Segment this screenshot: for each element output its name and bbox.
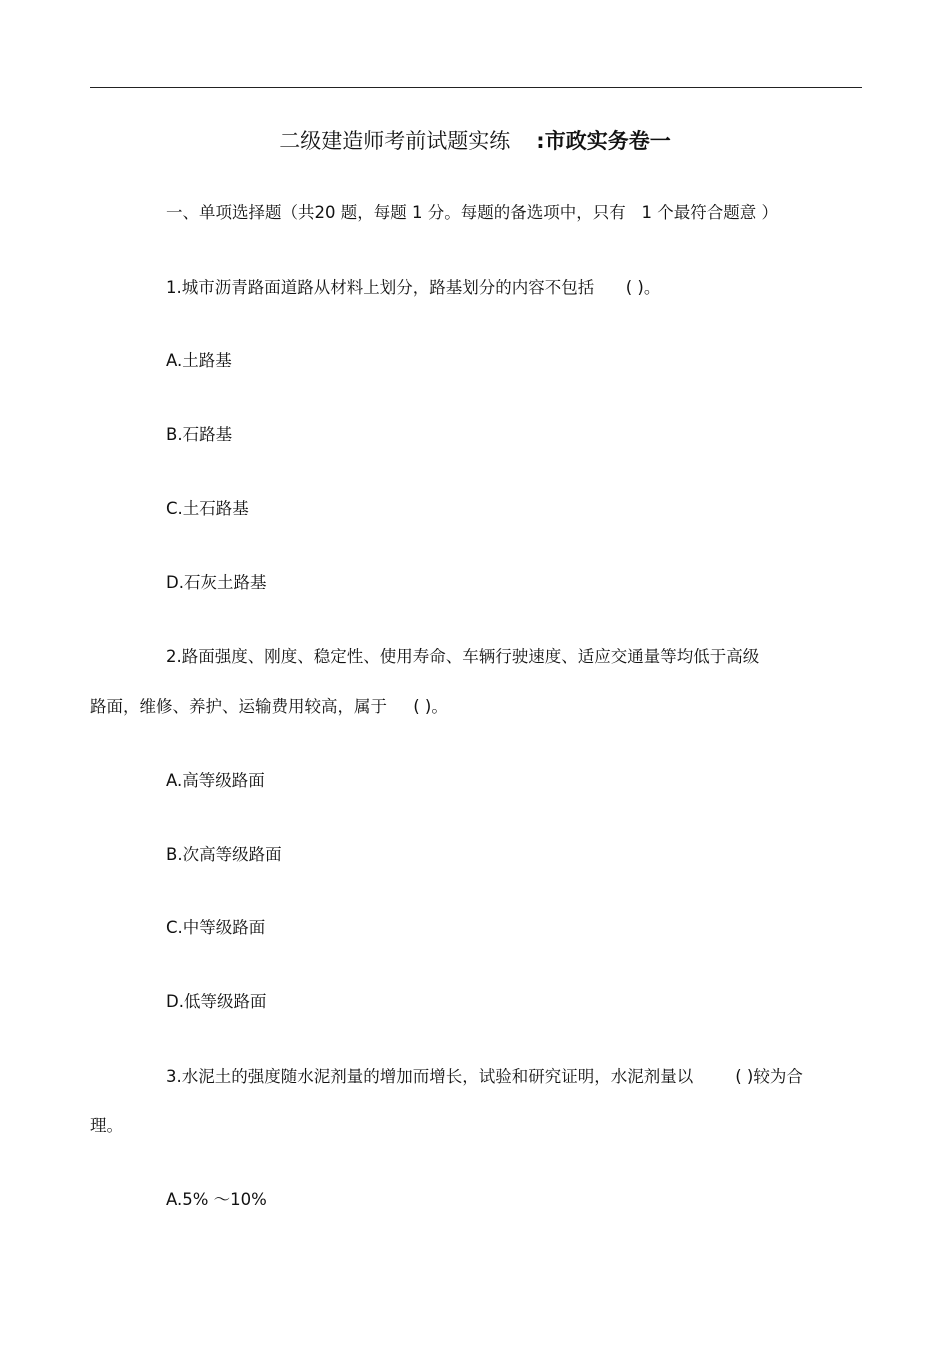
- title-subject: :市政实务卷一: [536, 129, 671, 153]
- title-main: 二级建造师考前试题实练: [279, 129, 511, 153]
- question-2-option-b: B.次高等级路面: [166, 845, 282, 864]
- question-2-text-line-2: 路面，维修、养护、运输费用较高，属于 ( )。: [90, 697, 448, 716]
- question-1-option-c: C.土石路基: [166, 499, 249, 518]
- question-1-option-a: A.土路基: [166, 351, 232, 370]
- question-3-text-line-2: 理。: [90, 1116, 123, 1135]
- question-2-option-a: A.高等级路面: [166, 771, 265, 790]
- question-1-option-d: D.石灰土路基: [166, 573, 267, 592]
- question-2-option-d: D.低等级路面: [166, 992, 267, 1011]
- question-3-text-line-1: 3.水泥土的强度随水泥剂量的增加而增长，试验和研究证明，水泥剂量以 ( )较为合: [166, 1067, 803, 1086]
- question-3-option-a: A.5% ～10%: [166, 1190, 267, 1209]
- document-title: [0, 126, 950, 156]
- header-rule: [90, 87, 862, 88]
- question-2-text-line-1: 2.路面强度、刚度、稳定性、使用寿命、车辆行驶速度、适应交通量等均低于高级: [166, 647, 760, 666]
- question-1-option-b: B.石路基: [166, 425, 233, 444]
- question-1-text: 1.城市沥青路面道路从材料上划分，路基划分的内容不包括 ( )。: [166, 278, 661, 297]
- question-2-option-c: C.中等级路面: [166, 918, 266, 937]
- section-heading: 一、单项选择题（共20 题，每题 1 分。每题的备选项中，只有 1 个最符合题意 ）: [166, 203, 778, 222]
